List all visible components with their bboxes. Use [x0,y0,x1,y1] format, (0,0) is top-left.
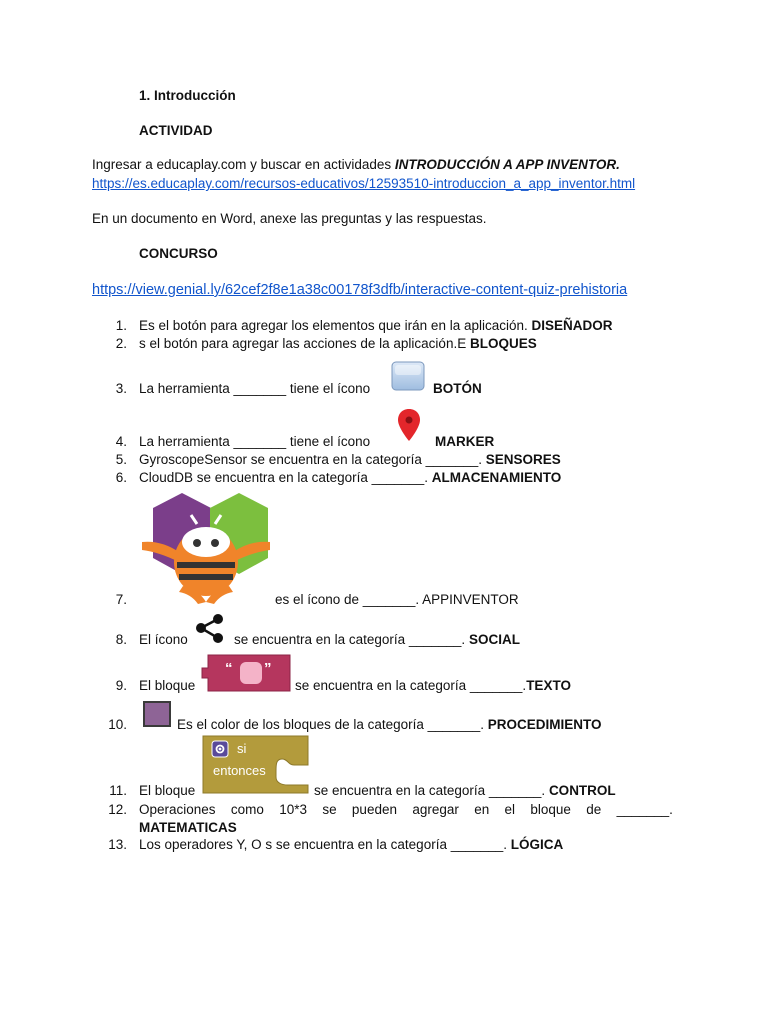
procedure-color-swatch [142,700,172,728]
question-8 [234,632,520,647]
question-12-line [139,802,673,817]
section-title: 1. Introducción [139,88,236,103]
button-icon [391,361,425,391]
question-text: es el ícono de _______. APPINVENTOR [275,592,519,607]
question-answer: MATEMATICAS [139,820,237,835]
question-answer: BOTÓN [433,381,482,396]
question-word: de [586,802,602,817]
question-answer: CONTROL [548,783,616,798]
question-text-before: El bloque [139,678,196,693]
actividad-text-emphasis: INTRODUCCIÓN A APP INVENTOR. [394,157,620,172]
question-number: 6. [115,470,127,485]
question-answer: SOCIAL [468,632,520,647]
question-number: 10. [108,717,127,732]
concurso-heading: CONCURSO [139,246,218,261]
question-word: agregar [412,802,459,817]
question-1 [139,318,613,333]
question-word: como [230,802,264,817]
question-5 [139,452,561,467]
question-answer: SENSORES [485,452,561,467]
question-text: La herramienta _______ tiene el ícono [139,434,371,449]
question-number: 7. [115,592,127,607]
question-text: se encuentra en la categoría _______. [314,783,549,798]
question-text: se encuentra en la categoría _______. [295,678,527,693]
question-number: 5. [115,452,127,467]
share-icon [194,613,226,643]
question-6 [139,470,561,485]
question-text: s el botón para agregar las acciones de la aplicación.E [139,336,470,351]
map-marker-icon [397,408,421,442]
question-11 [314,783,616,798]
educaplay-link[interactable]: https://es.educaplay.com/recursos-educativos/12593510-introduccion_a_app_inventor.html [92,176,636,191]
actividad-text-prefix: Ingresar a educaplay.com y buscar en actividades [92,157,395,172]
question-word: pueden [351,802,397,817]
actividad-heading: ACTIVIDAD [139,123,213,138]
text-block-icon [200,654,292,692]
question-answer: ALMACENAMIENTO [431,470,562,485]
text-block-quote-open: “ [225,660,233,677]
appinventor-logo-icon [139,490,273,606]
question-word: en [474,802,490,817]
question-text: Los operadores Y, O s se encuentra en la categoría _______. [139,837,511,852]
question-word: bloque [530,802,571,817]
question-text: GyroscopeSensor se encuentra en la categoría _______. [139,452,486,467]
question-answer: TEXTO [526,678,571,693]
question-text-before: El bloque [139,783,196,798]
question-answer: BLOQUES [469,336,537,351]
control-then-label: entonces [213,763,266,778]
question-number: 11. [109,783,127,798]
question-10 [177,717,601,732]
question-answer: MARKER [435,434,495,449]
actividad-text [92,157,620,172]
question-13 [139,837,563,852]
question-number: 1. [115,318,127,333]
question-answer: DISEÑADOR [531,318,613,333]
question-number: 13. [108,837,127,852]
question-number: 9. [115,678,127,693]
question-9 [295,678,571,693]
question-answer: PROCEDIMIENTO [487,717,602,732]
question-text: Es el botón para agregar los elementos que irán en la aplicación. [139,318,532,333]
question-word: el [504,802,516,817]
question-text-before: El ícono [139,632,188,647]
control-if-label: si [237,741,247,756]
text-block-quote-close: ” [264,660,272,677]
question-text: CloudDB se encuentra en la categoría _______. [139,470,432,485]
question-text: La herramienta _______ tiene el ícono [139,381,371,396]
question-text: Es el color de los bloques de la categoría _______. [177,717,488,732]
question-word: _______. [616,802,673,817]
question-answer: LÓGICA [510,837,564,852]
question-number: 3. [115,381,127,396]
genially-link[interactable]: https://view.genial.ly/62cef2f8e1a38c00178f3dfb/interactive-content-quiz-prehistoria [92,282,628,298]
question-word: Operaciones [139,802,216,817]
question-word: se [322,802,337,817]
question-text: se encuentra en la categoría _______. [234,632,469,647]
question-number: 8. [115,632,127,647]
word-instruction: En un documento en Word, anexe las preguntas y las respuestas. [92,211,487,226]
question-2 [139,336,537,351]
question-word: 10*3 [279,802,307,817]
question-number: 2. [115,336,127,351]
question-number: 12. [108,802,127,817]
question-number: 4. [115,434,127,449]
